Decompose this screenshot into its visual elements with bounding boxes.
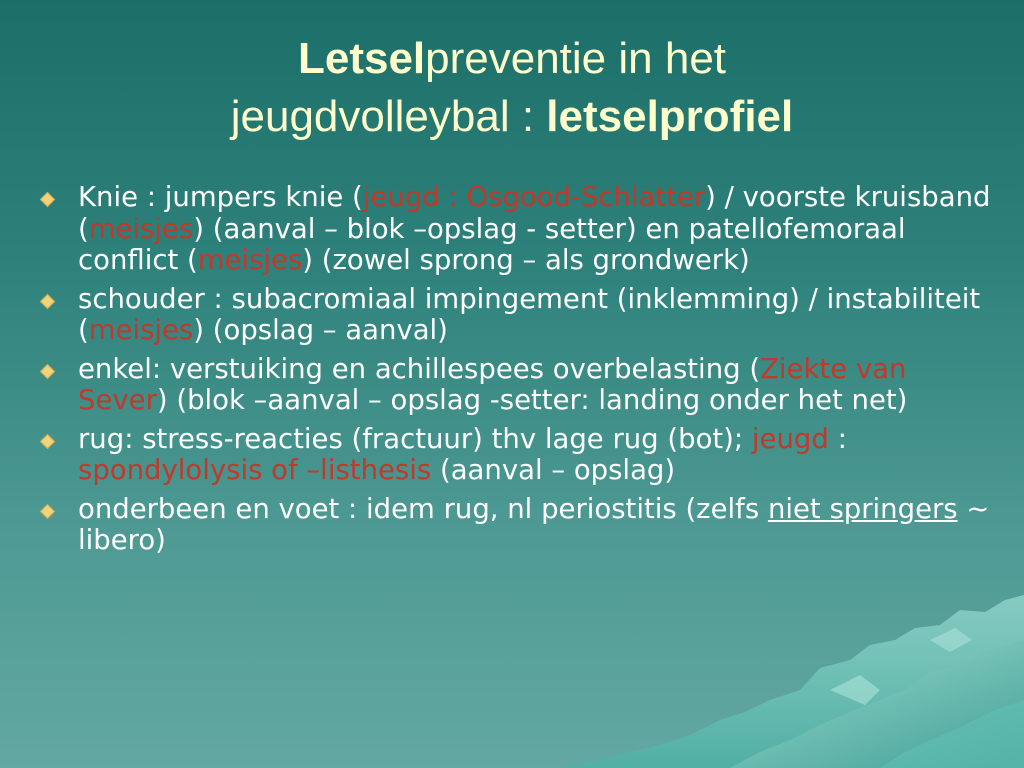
- diamond-bullet-icon: [40, 192, 56, 208]
- bullet-item-back: [40, 424, 1000, 487]
- text: ~ libero): [78, 492, 990, 556]
- slide-title: [40, 30, 984, 146]
- title-emphasis: letselprofiel: [546, 92, 794, 141]
- text: rug: stress-reacties (fractuur) thv lage rug (bot);: [78, 422, 752, 455]
- bullet-item-lower-leg: [40, 494, 1000, 557]
- diamond-bullet-icon: [40, 363, 56, 379]
- highlight: spondylolysis of –listhesis: [78, 454, 432, 486]
- text: :: [828, 422, 847, 455]
- title-regular-part: preventie in het: [425, 34, 727, 83]
- title-bold-part: Letsel: [297, 34, 426, 83]
- highlight: Ziekte van Sever: [78, 352, 907, 416]
- text: onderbeen en voet : idem rug, nl periostitis (zelfs: [78, 492, 768, 525]
- highlight: meisjes: [88, 314, 194, 346]
- text: schouder : subacromiaal impingement (inklemming) / instabiliteit (: [78, 282, 981, 346]
- text: ) (blok –aanval – opslag -setter: landing onder het net): [156, 384, 908, 416]
- diamond-bullet-icon: [40, 433, 56, 449]
- title-subject: jeugdvolleybal :: [230, 92, 547, 141]
- highlight: meisjes: [88, 212, 194, 245]
- diamond-bullet-icon: [40, 293, 56, 309]
- text: ) / voorste kruisband (: [78, 181, 991, 245]
- underlined-text: niet springers: [767, 492, 958, 525]
- bullet-item-knee: [40, 182, 1000, 277]
- text: ) (zowel sprong – als grondwerk): [302, 244, 750, 276]
- text: ) (opslag – aanval): [193, 314, 448, 346]
- bullet-item-shoulder: [40, 284, 1000, 347]
- bullet-item-ankle: [40, 354, 1000, 417]
- highlight: jeugd: [751, 422, 829, 455]
- text: enkel: verstuiking en achillespees overbelasting (: [78, 352, 761, 385]
- diamond-bullet-icon: [40, 503, 56, 519]
- text: ) (aanval – blok –opslag - setter) en patellofemoraal conflict (: [78, 212, 906, 276]
- highlight: meisjes: [197, 244, 303, 276]
- highlight: jeugd : Osgood-Schlatter: [362, 181, 706, 213]
- text: Knie : jumpers knie (: [78, 181, 363, 213]
- bullet-list: [40, 182, 1000, 564]
- text: (aanval – opslag): [431, 454, 676, 486]
